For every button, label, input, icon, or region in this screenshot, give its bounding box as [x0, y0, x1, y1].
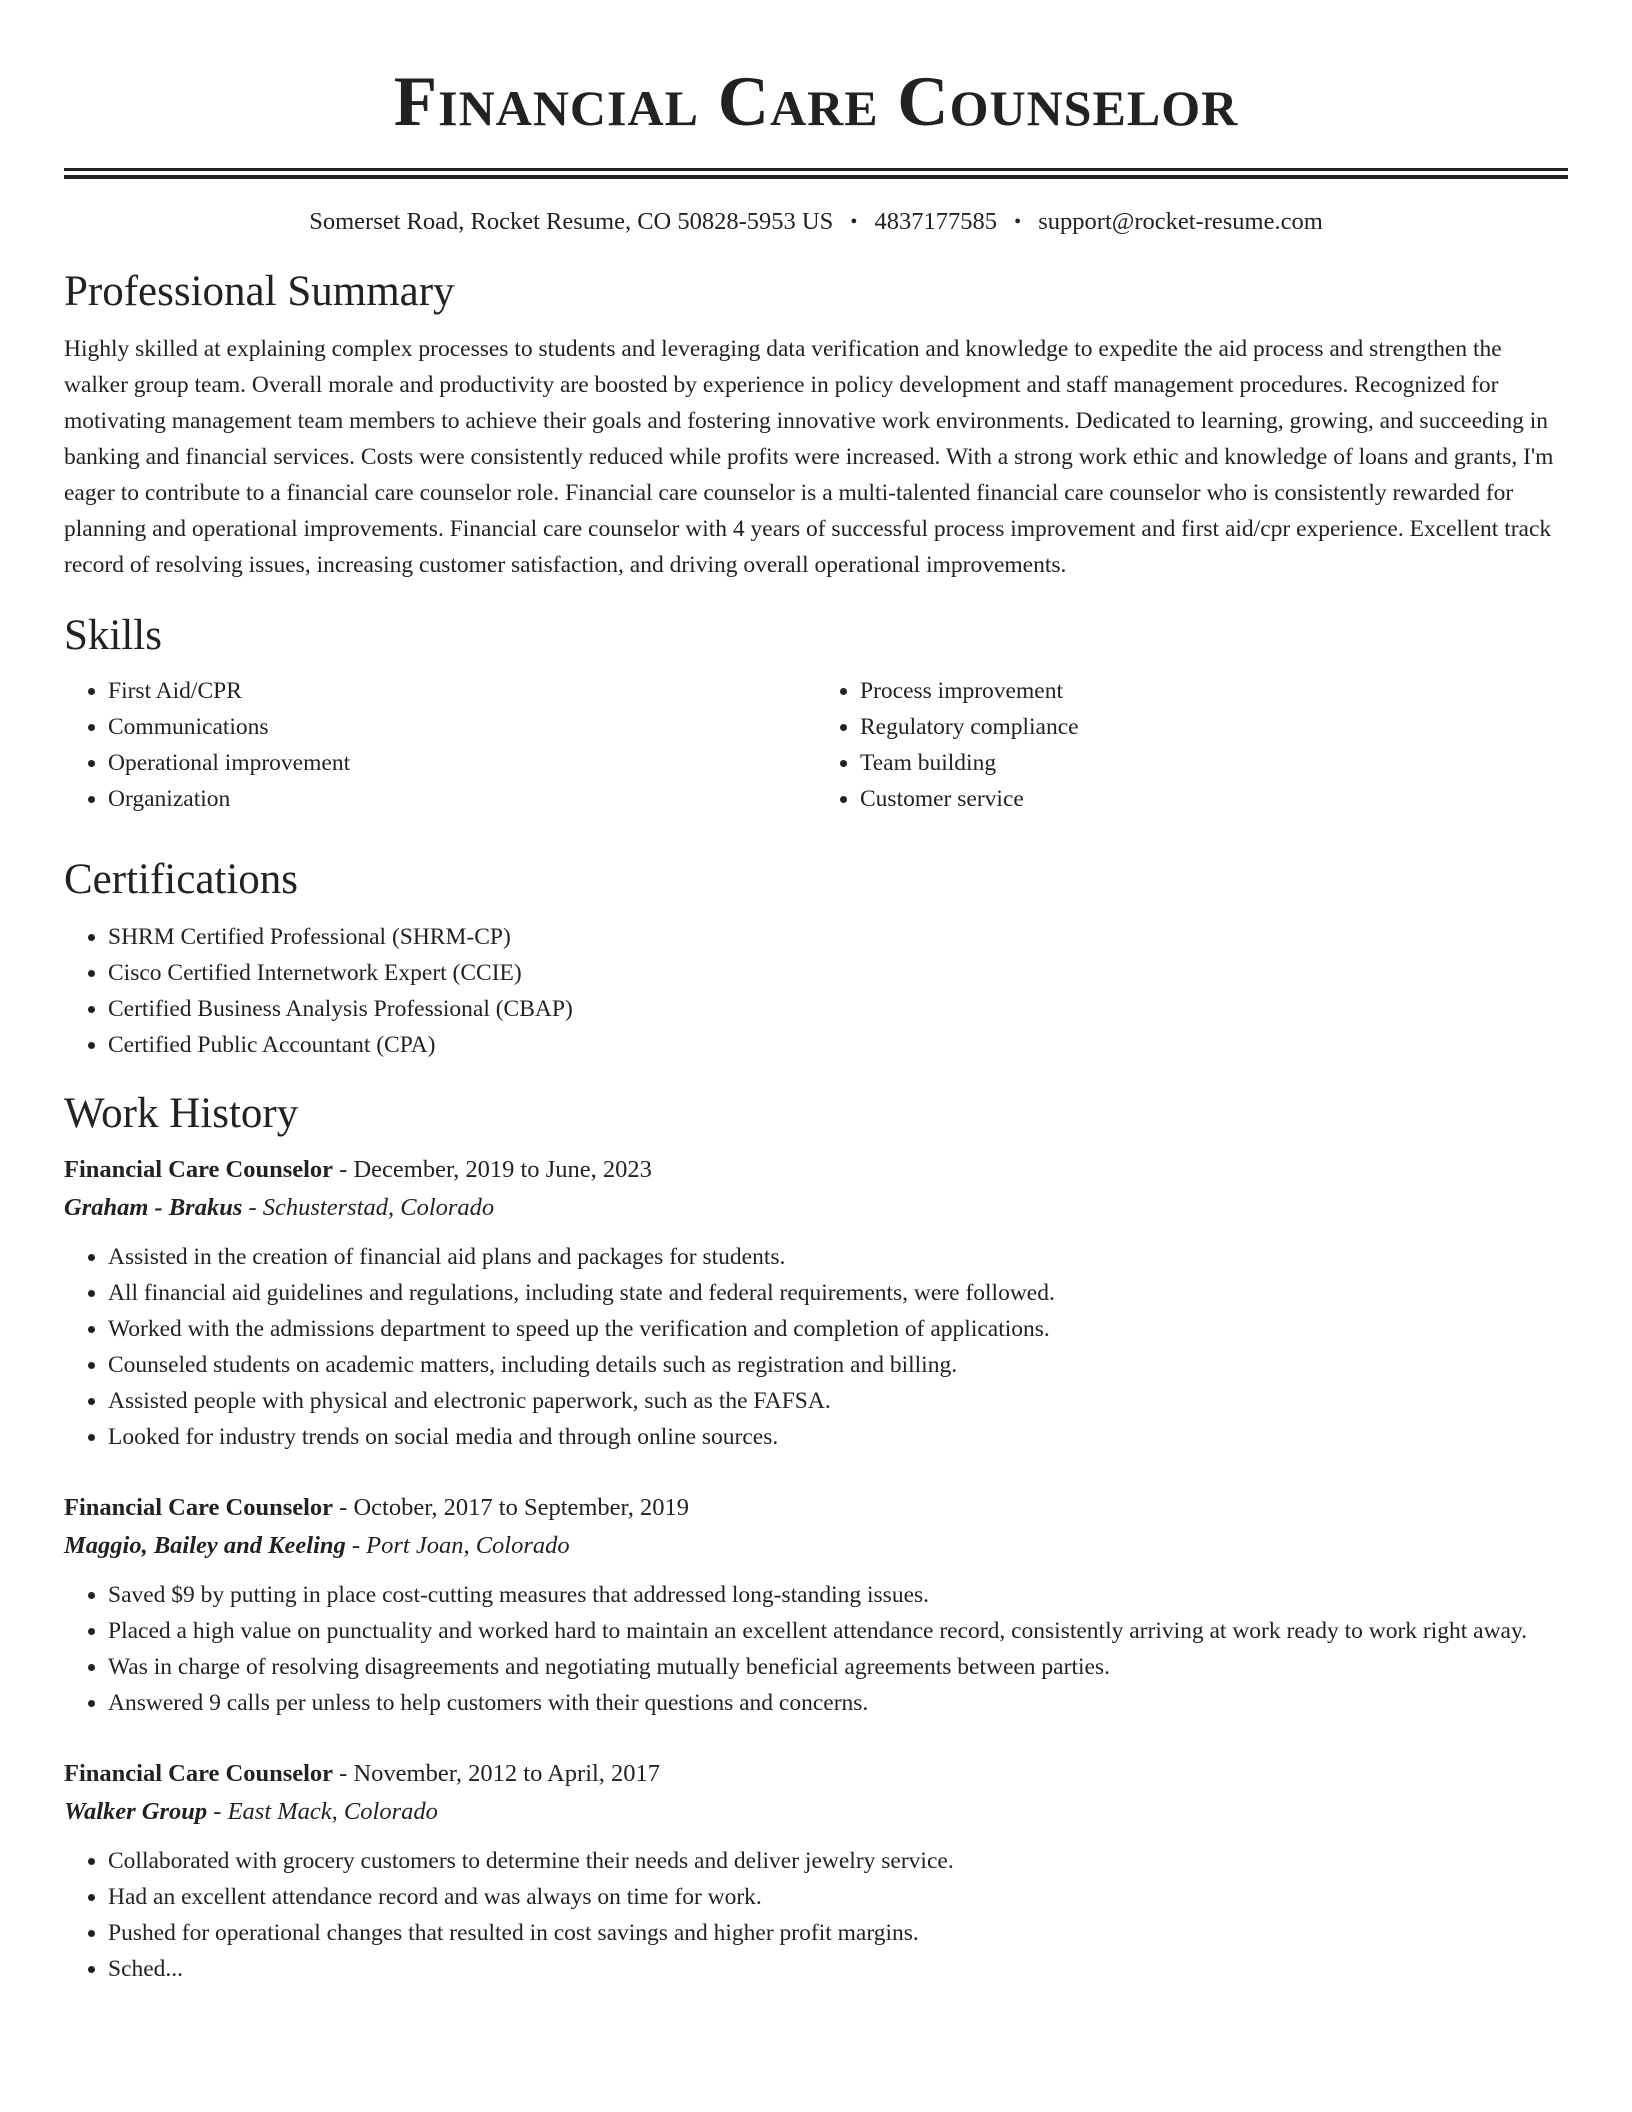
- job-company-line: [64, 1793, 1568, 1831]
- skills-grid: [64, 673, 1568, 817]
- contact-line: [64, 207, 1568, 237]
- skills-heading: Skills: [64, 612, 162, 659]
- job-duties-list: [64, 1577, 1568, 1721]
- job-company: Maggio, Bailey and Keeling: [64, 1532, 346, 1559]
- job-title-line: [64, 1151, 1568, 1189]
- certifications-heading: Certifications: [64, 856, 299, 903]
- job-duty: • Sched...: [108, 1951, 1568, 1987]
- work-history-heading: Work History: [64, 1090, 299, 1137]
- job-entry: [64, 1755, 1568, 1987]
- resume-title: Financial Care Counselor: [393, 63, 1239, 141]
- skill-item: • Process improvement: [860, 673, 1568, 709]
- job-duty: • Saved $9 by putting in place cost-cutting measures that addressed long-standing issues.: [108, 1577, 1568, 1613]
- job-entry: [64, 1151, 1568, 1455]
- job-duty: • Collaborated with grocery customers to determine their needs and deliver jewelry service.: [108, 1843, 1568, 1879]
- job-title: Financial Care Counselor: [64, 1156, 334, 1183]
- certification-item: • SHRM Certified Professional (SHRM-CP): [108, 919, 1568, 955]
- job-duty: • Assisted in the creation of financial aid plans and packages for students.: [108, 1239, 1568, 1275]
- contact-address: Somerset Road, Rocket Resume, CO 50828-5953 US: [309, 208, 834, 235]
- skill-item: • First Aid/CPR: [108, 673, 816, 709]
- job-duty: • All financial aid guidelines and regulations, including state and federal requirements, were followed.: [108, 1275, 1568, 1311]
- certification-item: • Cisco Certified Internetwork Expert (CCIE): [108, 955, 1568, 991]
- certification-item: • Certified Business Analysis Professional (CBAP): [108, 991, 1568, 1027]
- job-company: Walker Group: [64, 1798, 208, 1825]
- skill-item: • Communications: [108, 709, 816, 745]
- certifications-list: [64, 919, 1568, 1063]
- job-location: - East Mack, Colorado: [207, 1798, 438, 1825]
- job-company: Graham - Brakus: [64, 1194, 243, 1221]
- certification-item: • Certified Public Accountant (CPA): [108, 1027, 1568, 1063]
- skill-item: • Customer service: [860, 781, 1568, 817]
- job-title-line: [64, 1489, 1568, 1527]
- job-duty: • Pushed for operational changes that resulted in cost savings and higher profit margins.: [108, 1915, 1568, 1951]
- job-duty: • Had an excellent attendance record and was always on time for work.: [108, 1879, 1568, 1915]
- job-title: Financial Care Counselor: [64, 1760, 334, 1787]
- skill-item: • Regulatory compliance: [860, 709, 1568, 745]
- job-duties-list: [64, 1843, 1568, 1987]
- job-duty: • Assisted people with physical and electronic paperwork, such as the FAFSA.: [108, 1383, 1568, 1419]
- job-dates: - November, 2012 to April, 2017: [333, 1760, 661, 1787]
- job-dates: - October, 2017 to September, 2019: [333, 1494, 689, 1521]
- skills-list-left: [64, 673, 816, 817]
- skill-item: • Organization: [108, 781, 816, 817]
- job-title-line: [64, 1755, 1568, 1793]
- job-dates: - December, 2019 to June, 2023: [333, 1156, 652, 1183]
- title-divider: [64, 168, 1568, 179]
- contact-phone: 4837177585: [874, 208, 997, 235]
- job-duties-list: [64, 1239, 1568, 1455]
- contact-separator: •: [1014, 211, 1022, 233]
- job-duty: • Was in charge of resolving disagreements and negotiating mutually beneficial agreements between parties.: [108, 1649, 1568, 1685]
- job-location: - Port Joan, Colorado: [345, 1532, 570, 1559]
- job-entry: [64, 1489, 1568, 1721]
- job-duty: • Looked for industry trends on social media and through online sources.: [108, 1419, 1568, 1455]
- job-duty: • Answered 9 calls per unless to help customers with their questions and concerns.: [108, 1685, 1568, 1721]
- contact-separator: •: [850, 211, 858, 233]
- job-duty: • Counseled students on academic matters, including details such as registration and billing.: [108, 1347, 1568, 1383]
- job-duty: • Worked with the admissions department to speed up the verification and completion of applications.: [108, 1311, 1568, 1347]
- job-company-line: [64, 1189, 1568, 1227]
- summary-text: Highly skilled at explaining complex processes to students and leveraging data verification and knowledge to expedite the aid process and strengthen the walker group team. Overall morale and productivity are boosted by experience in policy development and staff management procedures. Recognized for motivating management team members to achieve their goals and fostering innovative work environments. Dedicated to learning, growing, and succeeding in banking and financial services. Costs were consistently reduced while profits were increased. With a strong work ethic and knowledge of loans and grants, I'm eager to contribute to a financial care counselor role. Financial care counselor is a multi-talented financial care counselor who is consistently rewarded for planning and operational improvements. Financial care counselor with 4 years of successful process improvement and first aid/cpr experience. Excellent track record of resolving issues, increasing customer satisfaction, and driving overall operational improvements.: [64, 336, 1554, 578]
- skill-item: • Team building: [860, 745, 1568, 781]
- contact-email: support@rocket-resume.com: [1038, 208, 1323, 235]
- job-company-line: [64, 1527, 1568, 1565]
- job-title: Financial Care Counselor: [64, 1494, 334, 1521]
- job-location: - Schusterstad, Colorado: [242, 1194, 495, 1221]
- skill-item: • Operational improvement: [108, 745, 816, 781]
- skills-list-right: [816, 673, 1568, 817]
- job-duty: • Placed a high value on punctuality and worked hard to maintain an excellent attendance record, consistently arriving at work ready to work right away.: [108, 1613, 1568, 1649]
- summary-heading: Professional Summary: [64, 268, 455, 315]
